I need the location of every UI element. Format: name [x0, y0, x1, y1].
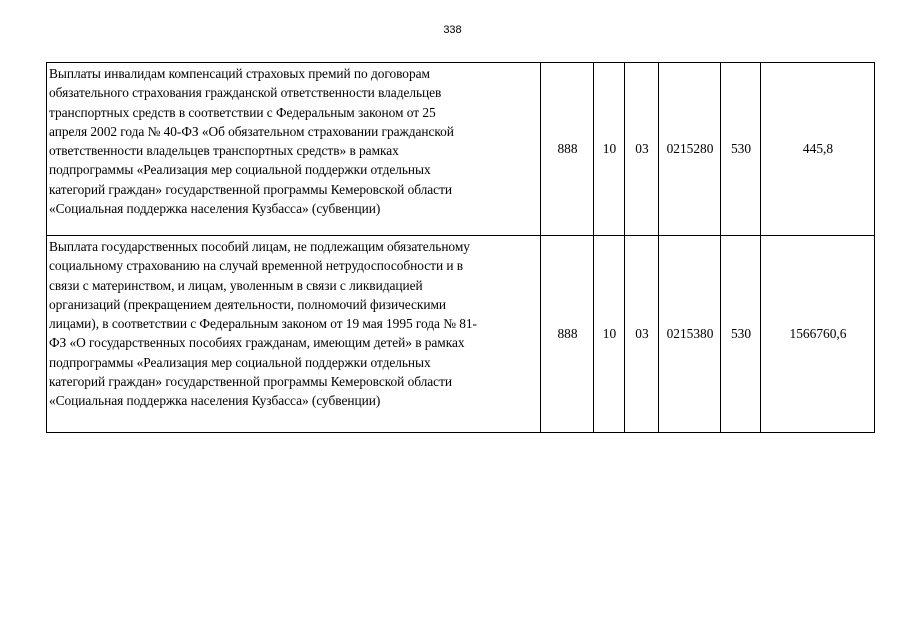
- ministry-code-cell: 888: [541, 63, 594, 236]
- row-description-cell: [47, 236, 541, 433]
- ministry-code-cell: 888: [541, 236, 594, 433]
- row-description: Выплаты инвалидам компенсаций страховых премий по договорам обязательного страхования гражданской ответственности владельцев транспортных средств в соответствии с Федеральным законом от 25 апреля 2002 года № 40-ФЗ «Об обязательном страховании гражданской ответственности владельцев транспортных средств» в рамках подпрограммы «Реализация мер социальной поддержки отдельных категорий граждан» государственной программы Кемеровской области «Социальная поддержка населения Кузбасса» (субвенции): [49, 66, 454, 217]
- target-article-cell: 0215280: [659, 63, 721, 236]
- expense-type-cell: 530: [721, 236, 761, 433]
- section-cell: 10: [594, 63, 625, 236]
- page-number: 338: [443, 24, 462, 36]
- section-cell: 10: [594, 236, 625, 433]
- budget-table: [46, 62, 875, 433]
- table-row: [47, 236, 875, 433]
- subsection-cell: 03: [625, 236, 659, 433]
- subsection-cell: 03: [625, 63, 659, 236]
- expense-type-cell: 530: [721, 63, 761, 236]
- target-article-cell: 0215380: [659, 236, 721, 433]
- row-description: Выплата государственных пособий лицам, не подлежащим обязательному социальному страхованию на случай временной нетрудоспособности и в связи с материнством, и лицам, уволенным в связи с ликвидацией организаций (прекращением деятельности, полномочий физическими лицами), в соответствии с Федеральным законом от 19 мая 1995 года № 81- ФЗ «О государственных пособиях гражданам, имеющим детей» в рамках подпрограммы «Реализация мер социальной поддержки отдельных категорий граждан» государственной программы Кемеровской области «Социальная поддержка населения Кузбасса» (субвенции): [49, 239, 477, 409]
- row-description-cell: [47, 63, 541, 236]
- amount-cell: 1566760,6: [761, 236, 875, 433]
- table-row: [47, 63, 875, 236]
- amount-cell: 445,8: [761, 63, 875, 236]
